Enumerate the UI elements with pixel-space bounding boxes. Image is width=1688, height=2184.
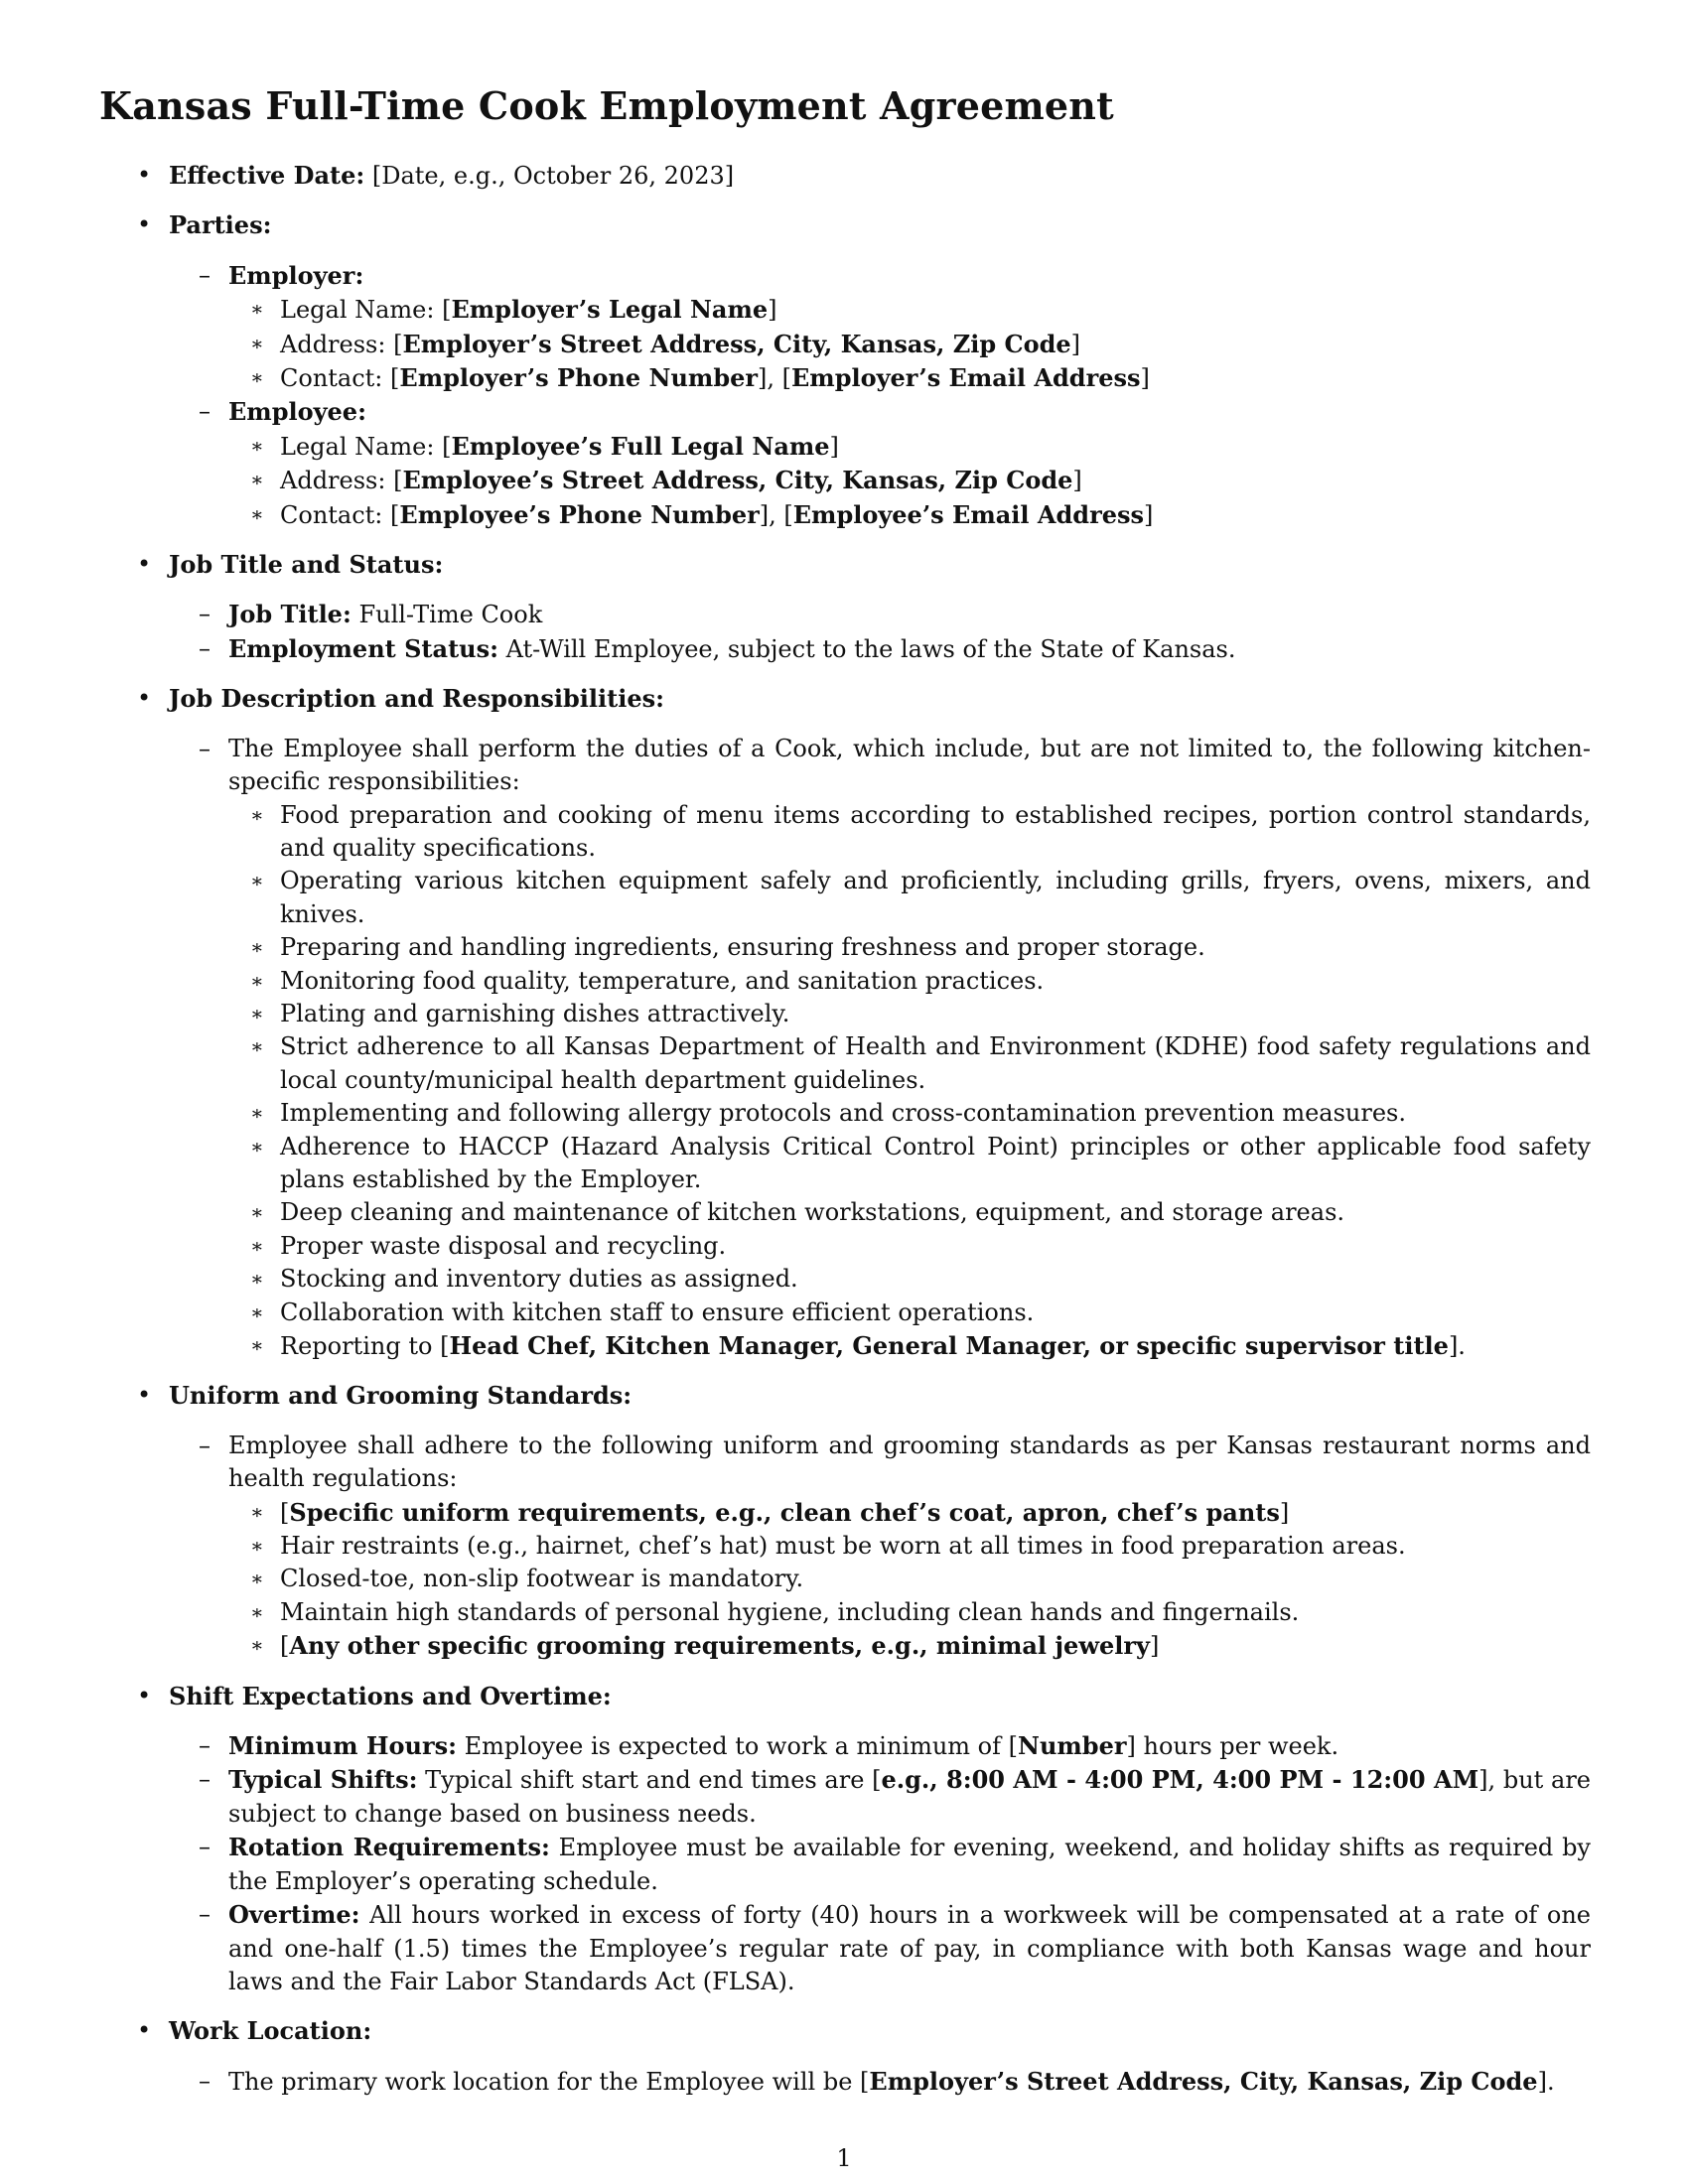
asterisk-icon: ∗ xyxy=(250,1267,264,1292)
dash-icon: – xyxy=(199,1431,211,1459)
work-location-heading: Work Location: xyxy=(169,2016,372,2046)
employee-legal-name: ∗ Legal Name: [Employee’s Full Legal Name] xyxy=(0,430,1688,464)
asterisk-icon: ∗ xyxy=(250,1233,264,1258)
parties-section xyxy=(0,208,1688,242)
asterisk-icon: ∗ xyxy=(250,1200,264,1225)
asterisk-icon: ∗ xyxy=(250,1633,264,1658)
list-item: ∗ Deep cleaning and maintenance of kitchen workstations, equipment, and storage areas. xyxy=(0,1196,1688,1229)
dash-icon: – xyxy=(199,1833,211,1861)
typical-shifts-item: – Typical Shifts: Typical shift start and end times are [e.g., 8:00 AM - 4:00 PM, 4:00 PM - 12:00 AM], but are subject to change based on business needs. xyxy=(199,1765,1592,1828)
asterisk-icon: ∗ xyxy=(250,1534,264,1559)
asterisk-icon: ∗ xyxy=(250,1299,264,1324)
bullet-icon: • xyxy=(137,550,152,579)
reporting-item: ∗ Reporting to [Head Chef, Kitchen Manager, General Manager, or specific supervisor title]. xyxy=(0,1329,1688,1363)
bullet-icon: • xyxy=(137,684,152,713)
asterisk-icon: ∗ xyxy=(250,802,264,827)
minimum-hours-item: – Minimum Hours: Employee is expected to work a minimum of [Number] hours per week. xyxy=(0,1729,1688,1763)
employee-heading: Employee: xyxy=(228,397,366,427)
uniform-intro: – Employee shall adhere to the following uniform and grooming standards as per Kansas restaurant norms and health regulations: xyxy=(199,1431,1591,1493)
asterisk-icon: ∗ xyxy=(250,1567,264,1591)
list-item: ∗ Food preparation and cooking of menu items according to established recipes, portion control standards, and quality specifications. xyxy=(250,800,1591,862)
asterisk-icon: ∗ xyxy=(250,1001,264,1025)
bullet-icon: • xyxy=(137,2016,152,2045)
employer-heading: Employer: xyxy=(228,260,364,290)
list-item: ∗ Adherence to HACCP (Hazard Analysis Critical Control Point) principles or other applicable food safety plans established by the Employer. xyxy=(250,1132,1591,1193)
list-item: ∗ Strict adherence to all Kansas Department of Health and Environment (KDHE) food safety regulations and local county/municipal health department guidelines. xyxy=(250,1032,1591,1094)
asterisk-icon: ∗ xyxy=(250,1101,264,1126)
asterisk-icon: ∗ xyxy=(250,433,264,458)
employee-subsection xyxy=(0,395,1688,429)
asterisk-icon: ∗ xyxy=(250,297,264,322)
employment-status-item: – Employment Status: At-Will Employee, subject to the laws of the State of Kansas. xyxy=(0,632,1688,666)
list-item: ∗ Closed-toe, non-slip footwear is mandatory. xyxy=(0,1563,1688,1595)
uniform-section xyxy=(0,1379,1688,1413)
bullet-icon: • xyxy=(137,1681,152,1709)
bullet-icon: • xyxy=(137,161,152,189)
uniform-heading: Uniform and Grooming Standards: xyxy=(169,1381,633,1411)
list-item: ∗ [Any other specific grooming requirements, e.g., minimal jewelry] xyxy=(0,1629,1688,1663)
work-location-section xyxy=(0,2014,1688,2048)
employer-address: ∗ Address: [Employer’s Street Address, City, Kansas, Zip Code] xyxy=(0,328,1688,361)
dash-icon: – xyxy=(199,397,211,426)
asterisk-icon: ∗ xyxy=(250,1499,264,1524)
employer-legal-name: ∗ Legal Name: [Employer’s Legal Name] xyxy=(0,293,1688,327)
dash-icon: – xyxy=(199,2066,211,2095)
list-item: ∗ Implementing and following allergy protocols and cross-contamination prevention measures. xyxy=(0,1097,1688,1130)
list-item: ∗ Monitoring food quality, temperature, and sanitation practices. xyxy=(0,965,1688,998)
asterisk-icon: ∗ xyxy=(250,1034,264,1059)
asterisk-icon: ∗ xyxy=(250,1599,264,1624)
agreement-body xyxy=(0,159,1688,2099)
overtime-item: – Overtime: All hours worked in excess of forty (40) hours in a workweek will be compensated at a rate of one and one-half (1.5) times the Employee’s regular rate of pay, in compliance with both Kansas wage and hour laws and the Fair Labor Standards Act (FLSA). xyxy=(199,1900,1591,1995)
job-description-intro: – The Employee shall perform the duties of a Cook, which include, but are not limited to, the following kitchen-specific responsibilities: xyxy=(199,734,1591,796)
asterisk-icon: ∗ xyxy=(250,365,264,390)
employer-contact: ∗ Contact: [Employer’s Phone Number], [Employer’s Email Address] xyxy=(0,361,1688,395)
job-title-section xyxy=(0,548,1688,582)
bullet-icon: • xyxy=(137,210,152,239)
asterisk-icon: ∗ xyxy=(250,935,264,960)
parties-heading: Parties: xyxy=(169,210,272,240)
shift-heading: Shift Expectations and Overtime: xyxy=(169,1681,612,1710)
bullet-icon: • xyxy=(137,1381,152,1410)
list-item: ∗ Plating and garnishing dishes attractively. xyxy=(0,998,1688,1030)
document-title: Kansas Full-Time Cook Employment Agreement xyxy=(99,83,1114,128)
asterisk-icon: ∗ xyxy=(250,968,264,993)
dash-icon: – xyxy=(199,1900,211,1929)
list-item: ∗ Collaboration with kitchen staff to ensure efficient operations. xyxy=(0,1297,1688,1329)
job-description-section xyxy=(0,682,1688,716)
asterisk-icon: ∗ xyxy=(250,1333,264,1357)
list-item: ∗ Preparing and handling ingredients, ensuring freshness and proper storage. xyxy=(0,931,1688,964)
employee-contact: ∗ Contact: [Employee’s Phone Number], [Employee’s Email Address] xyxy=(0,498,1688,532)
asterisk-icon: ∗ xyxy=(250,869,264,893)
asterisk-icon: ∗ xyxy=(250,1134,264,1159)
effective-date-item xyxy=(0,159,1688,193)
list-item: ∗ Operating various kitchen equipment safely and proficiently, including grills, fryers, ovens, mixers, and knives. xyxy=(250,867,1591,928)
shift-section xyxy=(0,1680,1688,1713)
dash-icon: – xyxy=(199,1731,211,1760)
rotation-item: – Rotation Requirements: Employee must be available for evening, weekend, and holiday shifts as required by the Employer’s operating schedule. xyxy=(199,1833,1591,1895)
list-item: ∗ Proper waste disposal and recycling. xyxy=(0,1230,1688,1263)
dash-icon: – xyxy=(199,260,211,289)
asterisk-icon: ∗ xyxy=(250,468,264,492)
asterisk-icon: ∗ xyxy=(250,331,264,355)
dash-icon: – xyxy=(199,734,211,762)
effective-date-label: Effective Date: xyxy=(169,161,365,190)
list-item: ∗ Hair restraints (e.g., hairnet, chef’s hat) must be worn at all times in food preparation areas. xyxy=(0,1530,1688,1563)
list-item: ∗ Maintain high standards of personal hygiene, including clean hands and fingernails. xyxy=(0,1596,1688,1629)
dash-icon: – xyxy=(199,600,211,628)
employee-address: ∗ Address: [Employee’s Street Address, City, Kansas, Zip Code] xyxy=(0,464,1688,497)
effective-date-value: [Date, e.g., October 26, 2023] xyxy=(371,162,735,190)
dash-icon: – xyxy=(199,1765,211,1794)
list-item: ∗ Stocking and inventory duties as assigned. xyxy=(0,1263,1688,1296)
job-title-heading: Job Title and Status: xyxy=(169,550,444,580)
work-location-item: – The primary work location for the Employee will be [Employer’s Street Address, City, Kansas, Zip Code]. xyxy=(0,2065,1688,2099)
job-title-item: – Job Title: Full-Time Cook xyxy=(0,598,1688,631)
page-number: 1 xyxy=(836,2144,852,2172)
dash-icon: – xyxy=(199,633,211,662)
employer-subsection xyxy=(0,259,1688,293)
job-description-heading: Job Description and Responsibilities: xyxy=(169,684,664,714)
list-item: ∗ [Specific uniform requirements, e.g., clean chef’s coat, apron, chef’s pants] xyxy=(0,1496,1688,1530)
asterisk-icon: ∗ xyxy=(250,501,264,526)
